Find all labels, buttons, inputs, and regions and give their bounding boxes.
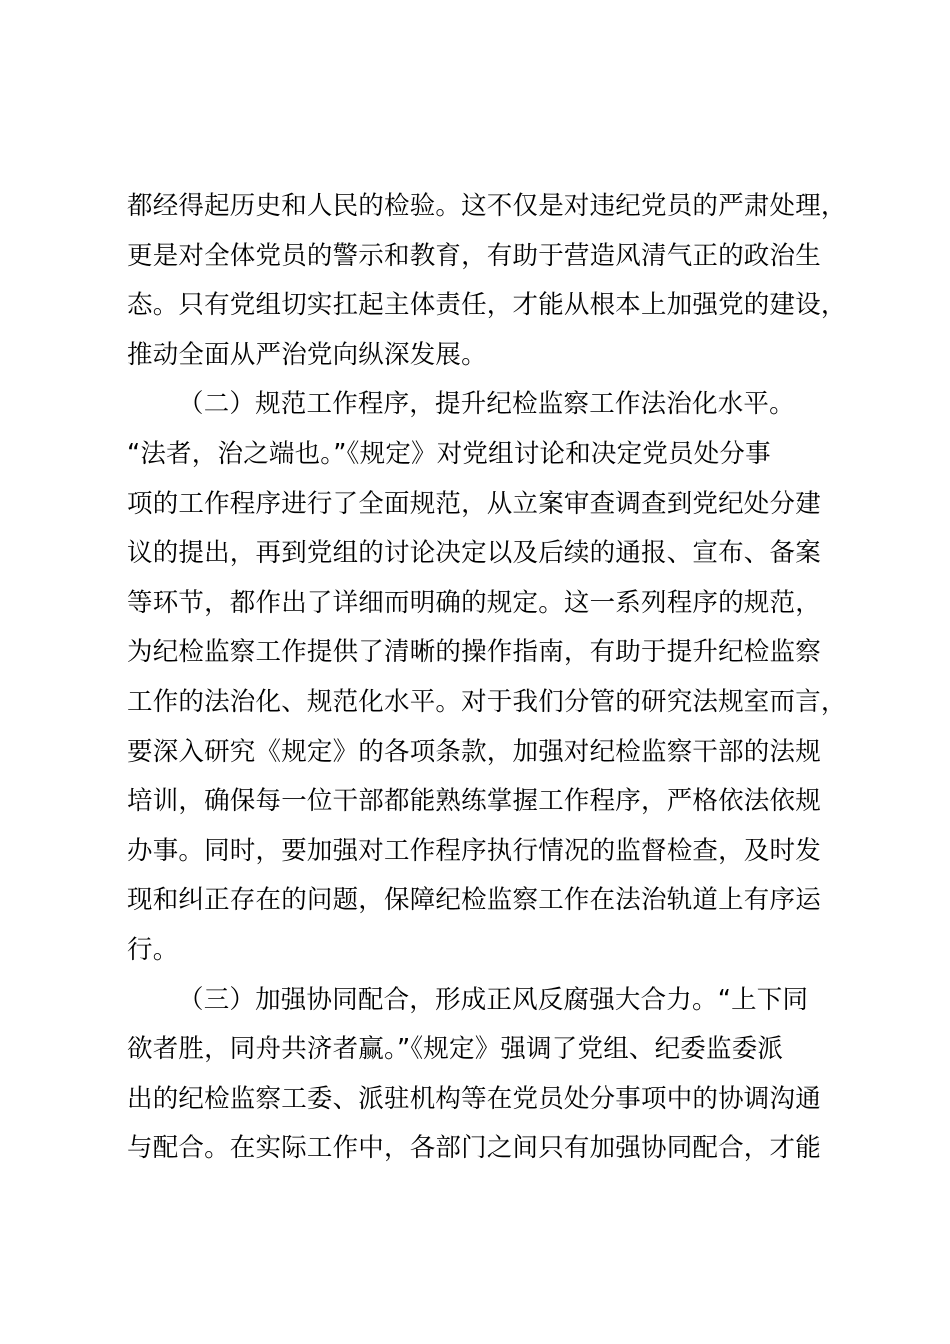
text-line: 态。只有党组切实扛起主体责任，才能从根本上加强党的建设， [127, 290, 847, 321]
text-line: “法者，治之端也。”《规定》对党组讨论和决定党员处分事 [127, 438, 771, 469]
text-line: 为纪检监察工作提供了清晰的操作指南，有助于提升纪检监察 [127, 637, 821, 668]
text-line: 出的纪检监察工委、派驻机构等在党员处分事项中的协调沟通 [127, 1083, 821, 1114]
text-line: 都经得起历史和人民的检验。这不仅是对违纪党员的严肃处理， [127, 191, 847, 221]
text-line: 现和纠正存在的问题，保障纪检监察工作在法治轨道上有序运 [127, 885, 821, 916]
text-line: 等环节，都作出了详细而明确的规定。这一系列程序的规范， [127, 587, 821, 618]
text-line: 更是对全体党员的警示和教育，有助于营造风清气正的政治生 [127, 240, 821, 271]
text-line: 欲者胜，同舟共济者赢。”《规定》强调了党组、纪委监委派 [127, 1034, 784, 1065]
text-line: 要深入研究《规定》的各项条款，加强对纪检监察干部的法规 [127, 736, 821, 767]
text-line: 推动全面从严治党向纵深发展。 [127, 339, 487, 370]
body-text [127, 182, 847, 1174]
text-line: 办事。同时，要加强对工作程序执行情况的监督检查，及时发 [127, 835, 821, 866]
section-heading-2: （二）规范工作程序，提升纪检监察工作法治化水平。 [178, 389, 795, 420]
text-line: 行。 [127, 934, 179, 965]
section-heading-3: （三）加强协同配合，形成正风反腐强大合力。“上下同 [178, 984, 809, 1015]
text-line: 培训，确保每一位干部都能熟练掌握工作程序，严格依法依规 [127, 786, 821, 817]
text-line: 议的提出，再到党组的讨论决定以及后续的通报、宣布、备案 [127, 538, 821, 569]
text-line: 与配合。在实际工作中，各部门之间只有加强协同配合，才能 [127, 1133, 821, 1164]
text-line: 项的工作程序进行了全面规范，从立案审查调查到党纪处分建 [127, 488, 821, 519]
text-line: 工作的法治化、规范化水平。对于我们分管的研究法规室而言， [127, 686, 847, 717]
